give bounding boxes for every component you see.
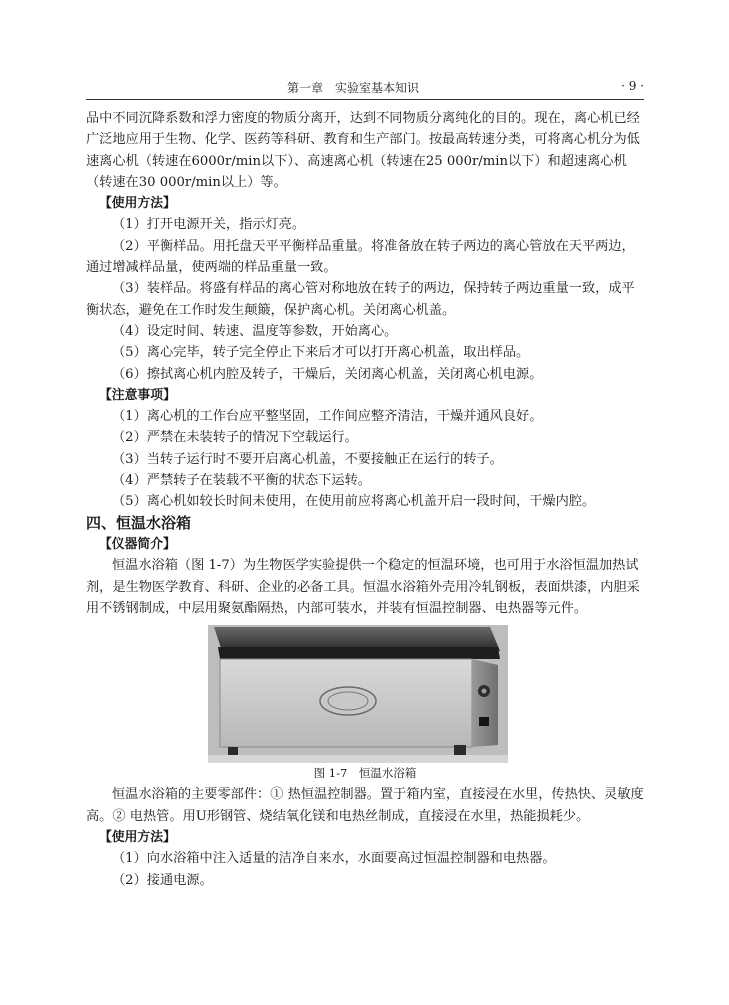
figure-caption: 图 1-7 恒温水浴箱 [313, 766, 417, 781]
usage-step-3: （3）装样品。将盛有样品的离心管对称地放在转子的两边，保持转子两边重量一致，成平衡状态，避免在工作时发生颠簸，保护离心机。关闭离心机盖。 [86, 281, 635, 318]
subheading-intro: 【仪器简介】 [99, 536, 176, 552]
parts-paragraph: 恒温水浴箱的主要零部件：① 热恒温控制器。置于箱内室，直接浸在水里，传热快、灵敏度高。② 电热管。用U形钢管、烧结氧化镁和电热丝制成，直接浸在水里，热能损耗少。 [86, 787, 644, 824]
note-2: （2）严禁在未装转子的情况下空载运行。 [112, 430, 358, 446]
note-5: （5）离心机如较长时间未使用，在使用前应将离心机盖开启一段时间，干燥内腔。 [112, 494, 596, 510]
bath-usage-step-1: （1）向水浴箱中注入适量的洁净自来水，水面要高过恒温控制器和电热器。 [112, 851, 556, 867]
subheading-usage: 【使用方法】 [99, 196, 176, 212]
subheading-usage-2: 【使用方法】 [99, 830, 176, 846]
usage-step-4: （4）设定时间、转速、温度等参数，开始离心。 [112, 323, 398, 339]
running-header [86, 77, 644, 100]
water-bath-illustration [208, 625, 508, 763]
usage-step-2: （2）平衡样品。用托盘天平平衡样品重量。将准备放在转子两边的离心管放在天平两边，通过增减样品量，使两端的样品重量一致。 [86, 238, 635, 276]
water-bath-photo [208, 625, 508, 763]
body-text [86, 108, 644, 891]
paragraph-centrifuge-classification: 品中不同沉降系数和浮力密度的物质分离开，达到不同物质分离纯化的目的。现在，离心机已经广泛地应用于生物、化学、医药等科研、教育和生产部门。按最高转速分类，可将离心机分为低速离心机（转速在6000r/min以下）、高速离心机（转速在25 000r/min以下）和超速离心机（转速在30 000r/min以上）等。 [86, 111, 640, 190]
note-3: （3）当转子运行时不要开启离心机盖，不要接触正在运行的转子。 [112, 451, 503, 467]
intro-paragraph: 恒温水浴箱（图 1-7）为生物医学实验提供一个稳定的恒温环境，也可用于水浴恒温加热试剂，是生物医学教育、科研、企业的必备工具。恒温水浴箱外壳用冷轧钢板，表面烘漆，内胆采用不锈钢制成，中层用聚氨酯隔热，内部可装水，并装有恒温控制器、电热器等元件。 [86, 558, 640, 616]
figure-water-bath [86, 625, 644, 784]
chapter-title: 第一章 实验室基本知识 [287, 81, 420, 95]
bath-usage-step-2: （2）接通电源。 [112, 872, 213, 888]
usage-step-1: （1）打开电源开关，指示灯亮。 [112, 217, 306, 233]
page-number: · 9 · [621, 79, 644, 93]
subheading-notes: 【注意事项】 [99, 387, 176, 403]
section-heading: 四、恒温水浴箱 [86, 513, 192, 532]
note-1: （1）离心机的工作台应平整坚固，工作间应整齐清洁，干燥并通风良好。 [112, 409, 543, 425]
note-4: （4）严禁转子在装载不平衡的状态下运转。 [112, 473, 371, 489]
usage-step-6: （6）擦拭离心机内腔及转子，干燥后，关闭离心机盖，关闭离心机电源。 [112, 366, 543, 382]
usage-step-5: （5）离心完毕，转子完全停止下来后才可以打开离心机盖，取出样品。 [112, 345, 530, 361]
